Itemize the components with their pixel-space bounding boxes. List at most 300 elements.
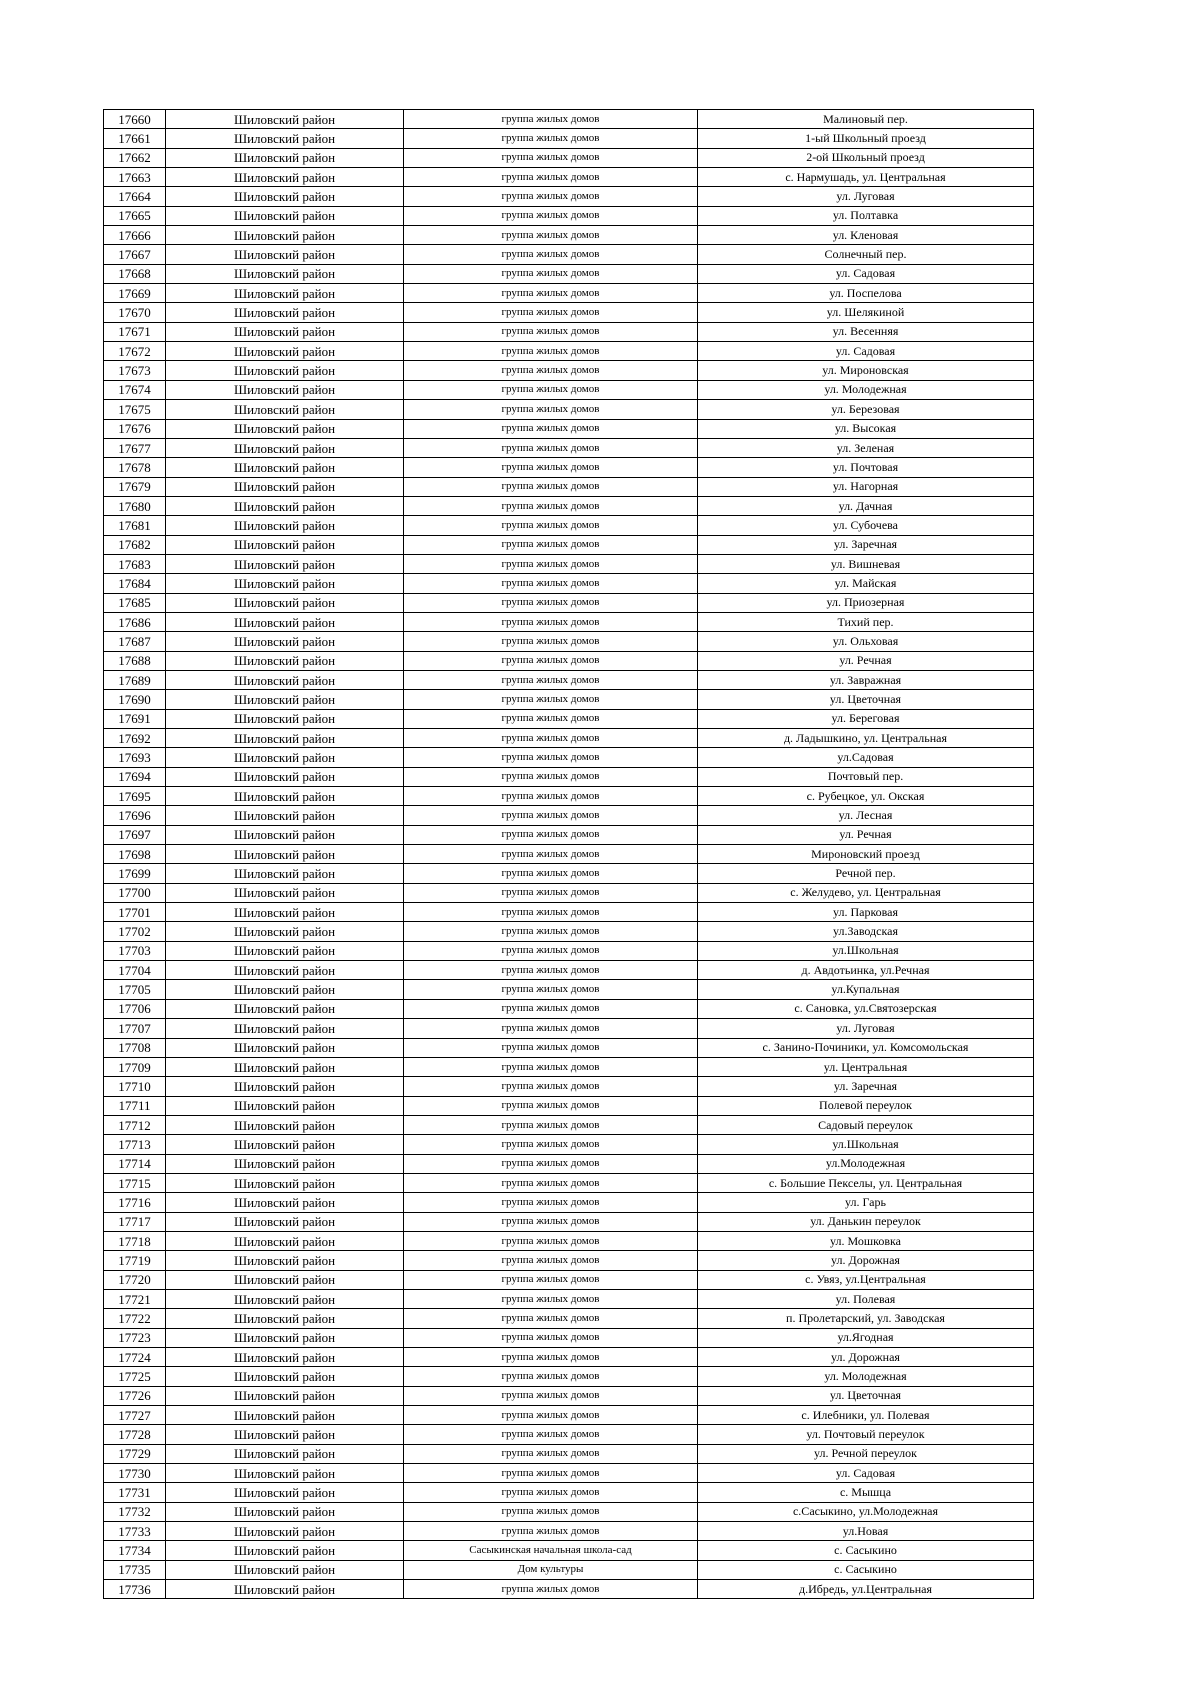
district-cell: Шиловский район [166,1212,404,1231]
district-cell: Шиловский район [166,516,404,535]
object-type-cell: группа жилых домов [404,690,698,709]
district-cell: Шиловский район [166,1251,404,1270]
district-cell: Шиловский район [166,1115,404,1134]
row-number-cell: 17686 [104,612,166,631]
address-cell: Почтовый пер. [698,767,1034,786]
address-cell: ул. Шелякиной [698,303,1034,322]
address-cell: с. Занино-Починики, ул. Комсомольская [698,1038,1034,1057]
object-type-cell: группа жилых домов [404,1522,698,1541]
object-type-cell: группа жилых домов [404,284,698,303]
object-type-cell: группа жилых домов [404,999,698,1018]
table-row [104,206,1034,225]
object-type-cell: группа жилых домов [404,342,698,361]
district-cell: Шиловский район [166,883,404,902]
district-cell: Шиловский район [166,729,404,748]
object-type-cell: группа жилых домов [404,1057,698,1076]
object-type-cell: группа жилых домов [404,961,698,980]
object-type-cell: группа жилых домов [404,709,698,728]
object-type-cell: группа жилых домов [404,264,698,283]
district-cell: Шиловский район [166,864,404,883]
address-cell: ул. Садовая [698,342,1034,361]
object-type-cell: группа жилых домов [404,1483,698,1502]
table-row [104,593,1034,612]
object-type-cell: группа жилых домов [404,1231,698,1250]
row-number-cell: 17694 [104,767,166,786]
row-number-cell: 17684 [104,574,166,593]
district-cell: Шиловский район [166,168,404,187]
object-type-cell: группа жилых домов [404,129,698,148]
table-row [104,1541,1034,1560]
row-number-cell: 17726 [104,1386,166,1405]
row-number-cell: 17668 [104,264,166,283]
district-cell: Шиловский район [166,129,404,148]
row-number-cell: 17661 [104,129,166,148]
address-cell: Малиновый пер. [698,110,1034,129]
row-number-cell: 17710 [104,1077,166,1096]
object-type-cell: группа жилых домов [404,922,698,941]
table-row [104,1019,1034,1038]
table-row [104,129,1034,148]
district-cell: Шиловский район [166,380,404,399]
object-type-cell: группа жилых домов [404,1328,698,1347]
table-row [104,1038,1034,1057]
table-row [104,284,1034,303]
row-number-cell: 17733 [104,1522,166,1541]
row-number-cell: 17667 [104,245,166,264]
address-cell: ул.Новая [698,1522,1034,1541]
table-row [104,245,1034,264]
district-cell: Шиловский район [166,1309,404,1328]
address-cell: ул. Полевая [698,1289,1034,1308]
row-number-cell: 17669 [104,284,166,303]
row-number-cell: 17674 [104,380,166,399]
row-number-cell: 17666 [104,226,166,245]
table-row [104,709,1034,728]
district-cell: Шиловский район [166,110,404,129]
object-type-cell: группа жилых домов [404,941,698,960]
address-cell: ул. Ольховая [698,632,1034,651]
district-cell: Шиловский район [166,574,404,593]
object-type-cell: группа жилых домов [404,980,698,999]
row-number-cell: 17660 [104,110,166,129]
table-row [104,1251,1034,1270]
district-cell: Шиловский район [166,1019,404,1038]
address-cell: ул. Кленовая [698,226,1034,245]
table-row [104,168,1034,187]
object-type-cell: группа жилых домов [404,245,698,264]
address-cell: с. Увяз, ул.Центральная [698,1270,1034,1289]
table-row [104,980,1034,999]
district-cell: Шиловский район [166,709,404,728]
address-cell: ул. Центральная [698,1057,1034,1076]
row-number-cell: 17687 [104,632,166,651]
district-cell: Шиловский район [166,1270,404,1289]
object-type-cell: группа жилых домов [404,1212,698,1231]
address-cell: с. Илебники, ул. Полевая [698,1406,1034,1425]
district-cell: Шиловский район [166,612,404,631]
table-row [104,322,1034,341]
address-cell: ул. Весенняя [698,322,1034,341]
address-cell: ул. Полтавка [698,206,1034,225]
row-number-cell: 17695 [104,787,166,806]
district-cell: Шиловский район [166,284,404,303]
table-row [104,1115,1034,1134]
row-number-cell: 17718 [104,1231,166,1250]
district-cell: Шиловский район [166,825,404,844]
object-type-cell: группа жилых домов [404,1019,698,1038]
address-cell: ул. Вишневая [698,554,1034,573]
table-row [104,612,1034,631]
object-type-cell: группа жилых домов [404,516,698,535]
object-type-cell: группа жилых домов [404,883,698,902]
object-type-cell: группа жилых домов [404,1367,698,1386]
object-type-cell: группа жилых домов [404,806,698,825]
address-cell: ул.Ягодная [698,1328,1034,1347]
row-number-cell: 17670 [104,303,166,322]
table-row [104,554,1034,573]
address-cell: ул. Березовая [698,400,1034,419]
district-cell: Шиловский район [166,1502,404,1521]
district-cell: Шиловский район [166,651,404,670]
table-row [104,438,1034,457]
address-cell: Садовый переулок [698,1115,1034,1134]
row-number-cell: 17703 [104,941,166,960]
table-row [104,1348,1034,1367]
row-number-cell: 17662 [104,148,166,167]
table-row [104,1425,1034,1444]
object-type-cell: группа жилых домов [404,651,698,670]
district-cell: Шиловский район [166,1231,404,1250]
object-type-cell: группа жилых домов [404,1348,698,1367]
district-cell: Шиловский район [166,1541,404,1560]
district-cell: Шиловский район [166,264,404,283]
object-type-cell: группа жилых домов [404,1270,698,1289]
object-type-cell: группа жилых домов [404,1038,698,1057]
address-cell: д. Ладышкино, ул. Центральная [698,729,1034,748]
object-type-cell: группа жилых домов [404,226,698,245]
table-row [104,419,1034,438]
table-row [104,690,1034,709]
object-type-cell: группа жилых домов [404,1077,698,1096]
address-cell: ул. Нагорная [698,477,1034,496]
district-cell: Шиловский район [166,1483,404,1502]
district-cell: Шиловский район [166,477,404,496]
address-cell: ул. Речная [698,651,1034,670]
address-cell: ул. Молодежная [698,1367,1034,1386]
data-table [103,109,1034,1599]
address-cell: ул.Молодежная [698,1154,1034,1173]
object-type-cell: группа жилых домов [404,1502,698,1521]
district-cell: Шиловский район [166,438,404,457]
row-number-cell: 17671 [104,322,166,341]
object-type-cell: группа жилых домов [404,632,698,651]
row-number-cell: 17689 [104,670,166,689]
row-number-cell: 17685 [104,593,166,612]
table-row [104,883,1034,902]
row-number-cell: 17724 [104,1348,166,1367]
address-cell: ул. Мироновская [698,361,1034,380]
object-type-cell: группа жилых домов [404,787,698,806]
district-cell: Шиловский район [166,961,404,980]
table-row [104,1173,1034,1192]
object-type-cell: группа жилых домов [404,1096,698,1115]
object-type-cell: Дом культуры [404,1560,698,1579]
address-cell: ул. Почтовый переулок [698,1425,1034,1444]
district-cell: Шиловский район [166,670,404,689]
district-cell: Шиловский район [166,845,404,864]
district-cell: Шиловский район [166,419,404,438]
table-row [104,1367,1034,1386]
object-type-cell: группа жилых домов [404,1580,698,1599]
table-row [104,361,1034,380]
row-number-cell: 17692 [104,729,166,748]
district-cell: Шиловский район [166,1386,404,1405]
address-cell: ул. Заречная [698,535,1034,554]
address-cell: д. Авдотьинка, ул.Речная [698,961,1034,980]
address-cell: ул. Майская [698,574,1034,593]
table-row [104,1057,1034,1076]
address-cell: с. Сасыкино [698,1560,1034,1579]
address-cell: ул.Заводская [698,922,1034,941]
address-cell: Мироновский проезд [698,845,1034,864]
object-type-cell: группа жилых домов [404,1251,698,1270]
row-number-cell: 17705 [104,980,166,999]
address-cell: Речной пер. [698,864,1034,883]
row-number-cell: 17676 [104,419,166,438]
address-cell: Солнечный пер. [698,245,1034,264]
object-type-cell: группа жилых домов [404,322,698,341]
table-row [104,496,1034,515]
row-number-cell: 17672 [104,342,166,361]
object-type-cell: группа жилых домов [404,380,698,399]
district-cell: Шиловский район [166,1367,404,1386]
object-type-cell: группа жилых домов [404,110,698,129]
address-cell: ул. Луговая [698,1019,1034,1038]
object-type-cell: группа жилых домов [404,670,698,689]
district-cell: Шиловский район [166,245,404,264]
table-row [104,748,1034,767]
table-row [104,264,1034,283]
address-cell: 2-ой Школьный проезд [698,148,1034,167]
district-cell: Шиловский район [166,1154,404,1173]
row-number-cell: 17711 [104,1096,166,1115]
district-cell: Шиловский район [166,1328,404,1347]
table-row [104,961,1034,980]
row-number-cell: 17707 [104,1019,166,1038]
row-number-cell: 17721 [104,1289,166,1308]
district-cell: Шиловский район [166,593,404,612]
district-cell: Шиловский район [166,458,404,477]
object-type-cell: группа жилых домов [404,400,698,419]
table-row [104,148,1034,167]
district-cell: Шиловский район [166,206,404,225]
row-number-cell: 17693 [104,748,166,767]
address-cell: ул. Парковая [698,903,1034,922]
address-cell: ул. Зеленая [698,438,1034,457]
row-number-cell: 17663 [104,168,166,187]
row-number-cell: 17719 [104,1251,166,1270]
table-row [104,1289,1034,1308]
object-type-cell: группа жилых домов [404,1425,698,1444]
district-cell: Шиловский район [166,1135,404,1154]
table-body [104,110,1034,1599]
district-cell: Шиловский район [166,903,404,922]
district-cell: Шиловский район [166,1077,404,1096]
address-cell: ул. Завражная [698,670,1034,689]
table-row [104,226,1034,245]
object-type-cell: группа жилых домов [404,1444,698,1463]
object-type-cell: группа жилых домов [404,1289,698,1308]
district-cell: Шиловский район [166,980,404,999]
table-row [104,1193,1034,1212]
object-type-cell: группа жилых домов [404,1309,698,1328]
table-row [104,941,1034,960]
row-number-cell: 17680 [104,496,166,515]
object-type-cell: группа жилых домов [404,574,698,593]
district-cell: Шиловский район [166,767,404,786]
address-cell: ул.Купальная [698,980,1034,999]
table-row [104,729,1034,748]
row-number-cell: 17665 [104,206,166,225]
table-row [104,1580,1034,1599]
table-row [104,1154,1034,1173]
district-cell: Шиловский район [166,342,404,361]
row-number-cell: 17722 [104,1309,166,1328]
row-number-cell: 17725 [104,1367,166,1386]
district-cell: Шиловский район [166,226,404,245]
address-cell: ул. Луговая [698,187,1034,206]
district-cell: Шиловский район [166,632,404,651]
table-row [104,806,1034,825]
district-cell: Шиловский район [166,554,404,573]
row-number-cell: 17717 [104,1212,166,1231]
address-cell: ул. Лесная [698,806,1034,825]
address-cell: ул.Школьная [698,941,1034,960]
district-cell: Шиловский район [166,1580,404,1599]
address-cell: ул. Дорожная [698,1251,1034,1270]
row-number-cell: 17727 [104,1406,166,1425]
row-number-cell: 17682 [104,535,166,554]
row-number-cell: 17715 [104,1173,166,1192]
district-cell: Шиловский район [166,1348,404,1367]
row-number-cell: 17716 [104,1193,166,1212]
row-number-cell: 17714 [104,1154,166,1173]
row-number-cell: 17679 [104,477,166,496]
row-number-cell: 17697 [104,825,166,844]
district-cell: Шиловский район [166,1057,404,1076]
table-row [104,1328,1034,1347]
row-number-cell: 17681 [104,516,166,535]
district-cell: Шиловский район [166,303,404,322]
address-cell: Тихий пер. [698,612,1034,631]
district-cell: Шиловский район [166,748,404,767]
row-number-cell: 17723 [104,1328,166,1347]
address-cell: ул. Гарь [698,1193,1034,1212]
object-type-cell: группа жилых домов [404,168,698,187]
address-cell: ул. Почтовая [698,458,1034,477]
row-number-cell: 17713 [104,1135,166,1154]
object-type-cell: группа жилых домов [404,303,698,322]
row-number-cell: 17700 [104,883,166,902]
address-cell: ул. Заречная [698,1077,1034,1096]
object-type-cell: группа жилых домов [404,1386,698,1405]
district-cell: Шиловский район [166,922,404,941]
district-cell: Шиловский район [166,1406,404,1425]
table-row [104,922,1034,941]
address-cell: ул.Садовая [698,748,1034,767]
row-number-cell: 17688 [104,651,166,670]
object-type-cell: группа жилых домов [404,458,698,477]
object-type-cell: группа жилых домов [404,1135,698,1154]
table-row [104,380,1034,399]
row-number-cell: 17732 [104,1502,166,1521]
table-row [104,1483,1034,1502]
district-cell: Шиловский район [166,1173,404,1192]
district-cell: Шиловский район [166,1193,404,1212]
row-number-cell: 17691 [104,709,166,728]
table-row [104,574,1034,593]
address-cell: с. Рубецкое, ул. Окская [698,787,1034,806]
address-cell: ул. Субочева [698,516,1034,535]
address-cell: ул. Цветочная [698,690,1034,709]
table-row [104,535,1034,554]
table-row [104,400,1034,419]
row-number-cell: 17696 [104,806,166,825]
object-type-cell: группа жилых домов [404,554,698,573]
address-cell: с. Сановка, ул.Святозерская [698,999,1034,1018]
district-cell: Шиловский район [166,1289,404,1308]
address-cell: п. Пролетарский, ул. Заводская [698,1309,1034,1328]
address-cell: ул. Молодежная [698,380,1034,399]
address-cell: ул. Высокая [698,419,1034,438]
district-cell: Шиловский район [166,787,404,806]
object-type-cell: Сасыкинская начальная школа-сад [404,1541,698,1560]
district-cell: Шиловский район [166,322,404,341]
row-number-cell: 17731 [104,1483,166,1502]
district-cell: Шиловский район [166,1464,404,1483]
row-number-cell: 17690 [104,690,166,709]
table-row [104,1386,1034,1405]
district-cell: Шиловский район [166,690,404,709]
address-cell: с. Нармушадь, ул. Центральная [698,168,1034,187]
row-number-cell: 17699 [104,864,166,883]
row-number-cell: 17735 [104,1560,166,1579]
address-cell: ул. Речной переулок [698,1444,1034,1463]
address-cell: ул. Мошковка [698,1231,1034,1250]
address-cell: ул. Приозерная [698,593,1034,612]
table-row [104,651,1034,670]
object-type-cell: группа жилых домов [404,148,698,167]
table-row [104,1135,1034,1154]
row-number-cell: 17712 [104,1115,166,1134]
object-type-cell: группа жилых домов [404,864,698,883]
address-cell: ул. Речная [698,825,1034,844]
address-cell: с. Мышца [698,1483,1034,1502]
object-type-cell: группа жилых домов [404,1464,698,1483]
table-row [104,516,1034,535]
table-row [104,1309,1034,1328]
table-row [104,1077,1034,1096]
row-number-cell: 17675 [104,400,166,419]
row-number-cell: 17736 [104,1580,166,1599]
district-cell: Шиловский район [166,1560,404,1579]
table-row [104,477,1034,496]
row-number-cell: 17683 [104,554,166,573]
address-cell: Полевой переулок [698,1096,1034,1115]
address-cell: д.Ибредь, ул.Центральная [698,1580,1034,1599]
table-row [104,110,1034,129]
table-row [104,458,1034,477]
